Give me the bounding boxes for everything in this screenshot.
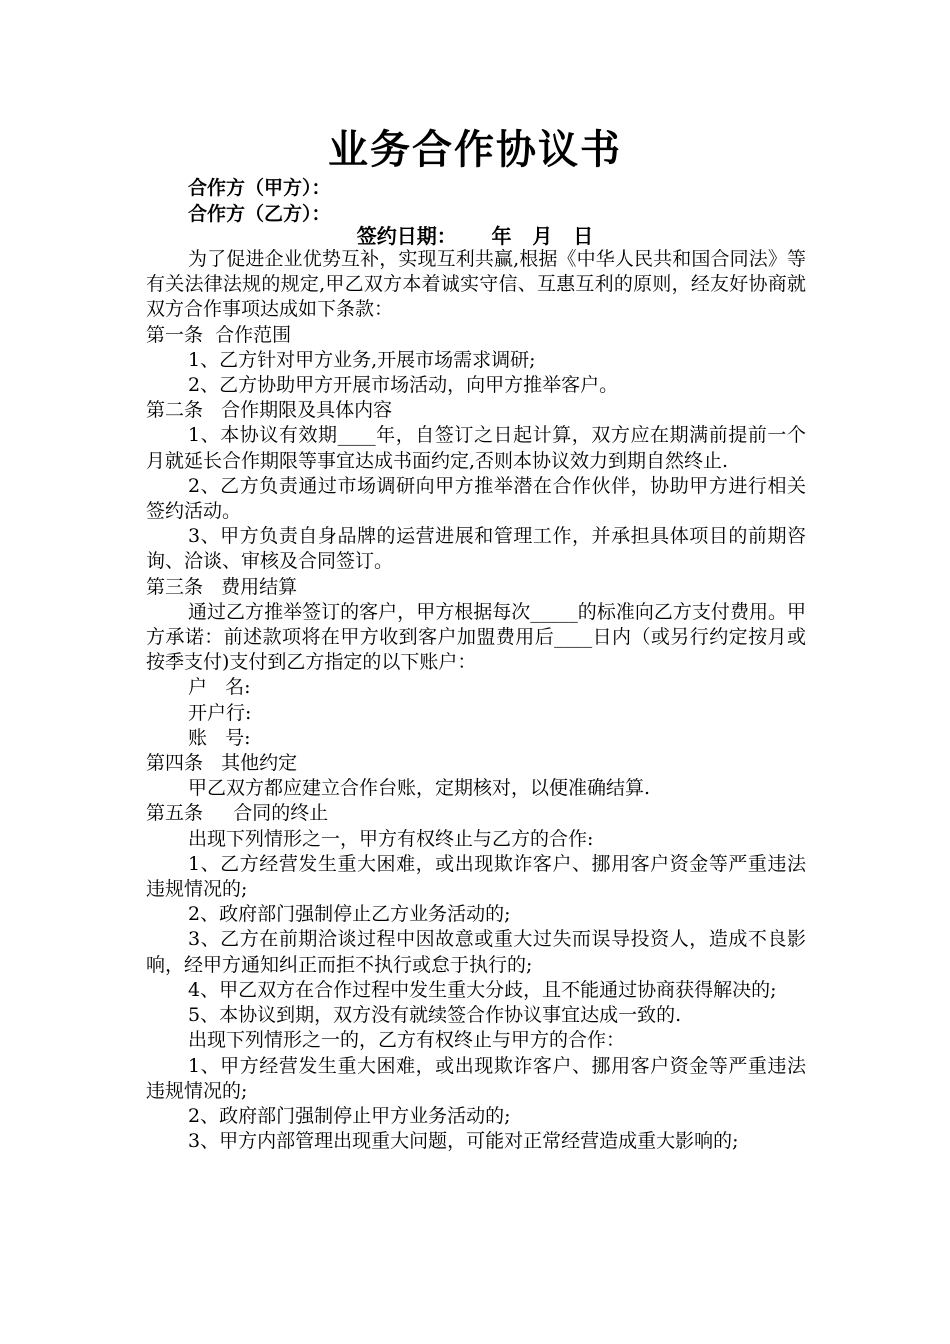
article-heading: 第四条 其他约定 xyxy=(146,752,298,775)
clause-paragraph: 4、甲乙双方在合作过程中发生重大分歧，且不能通过协商获得解决的; xyxy=(188,978,777,1001)
party-b-label: 合作方（乙方）： xyxy=(188,203,331,225)
clause-paragraph: 2、政府部门强制停止乙方业务活动的; xyxy=(188,903,511,926)
clause-paragraph: 通过乙方推举签订的客户，甲方根据每次_____的标准向乙方支付费用。甲方承诺：前述款项将在甲方收到客户加盟费用后____日内（或另行约定按月或按季支付)支付到乙方指定的以下账户： xyxy=(146,600,806,674)
clause-paragraph: 甲乙双方都应建立合作台账，定期核对，以便准确结算. xyxy=(188,777,651,800)
clause-paragraph: 3、甲方内部管理出现重大问题，可能对正常经营造成重大影响的; xyxy=(188,1130,739,1153)
clause-paragraph: 2、政府部门强制停止甲方业务活动的; xyxy=(188,1104,511,1127)
clause-paragraph: 5、本协议到期，双方没有就续签合作协议事宜达成一致的. xyxy=(188,1004,682,1027)
article-heading: 第五条 合同的终止 xyxy=(146,802,329,825)
clause-paragraph: 1、本协议有效期____年，自签订之日起计算，双方应在期满前提前一个月就延长合作期限等事宜达成书面约定,否则本协议效力到期自然终止. xyxy=(146,424,806,472)
clause-paragraph: 3、乙方在前期洽谈过程中因故意或重大过失而误导投资人，造成不良影响，经甲方通知纠正而拒不执行或怠于执行的; xyxy=(146,928,806,976)
clause-paragraph: 为了促进企业优势互补，实现互利共赢,根据《中华人民共和国合同法》等有关法律法规的规定,甲乙双方本着诚实守信、互惠互利的原则，经友好协商就双方合作事项达成如下条款： xyxy=(146,248,806,321)
agreement-body xyxy=(146,247,806,1154)
clause-paragraph: 1、乙方针对甲方业务,开展市场需求调研; xyxy=(188,348,536,371)
sign-date: 签约日期： 年 月 日 xyxy=(356,224,594,248)
article-heading: 第二条 合作期限及具体内容 xyxy=(146,399,393,422)
clause-paragraph: 账 号: xyxy=(188,726,251,749)
clause-paragraph: 3、甲方负责自身品牌的运营进展和管理工作，并承担具体项目的前期咨询、洽谈、审核及合同签订。 xyxy=(146,525,806,573)
clause-paragraph: 2、乙方负责通过市场调研向甲方推举潜在合作伙伴，协助甲方进行相关签约活动。 xyxy=(146,474,806,523)
clause-paragraph: 1、甲方经营发生重大困难，或出现欺诈客户、挪用客户资金等严重违法违规情况的; xyxy=(146,1054,806,1102)
clause-paragraph: 出现下列情形之一，甲方有权终止与乙方的合作: xyxy=(188,827,594,850)
document-title: 业务合作协议书 xyxy=(328,127,622,173)
clause-paragraph: 开户行: xyxy=(188,701,252,724)
clause-paragraph: 出现下列情形之一的，乙方有权终止与甲方的合作： xyxy=(188,1029,626,1052)
party-a-label: 合作方（甲方）： xyxy=(188,177,331,199)
article-heading: 第一条 合作范围 xyxy=(146,323,292,346)
clause-paragraph: 1、乙方经营发生重大困难，或出现欺诈客户、挪用客户资金等严重违法违规情况的; xyxy=(146,852,806,901)
clause-paragraph: 户 名: xyxy=(188,676,251,699)
article-heading: 第三条 费用结算 xyxy=(146,575,298,598)
clause-paragraph: 2、乙方协助甲方开展市场活动，向甲方推举客户。 xyxy=(188,374,619,397)
